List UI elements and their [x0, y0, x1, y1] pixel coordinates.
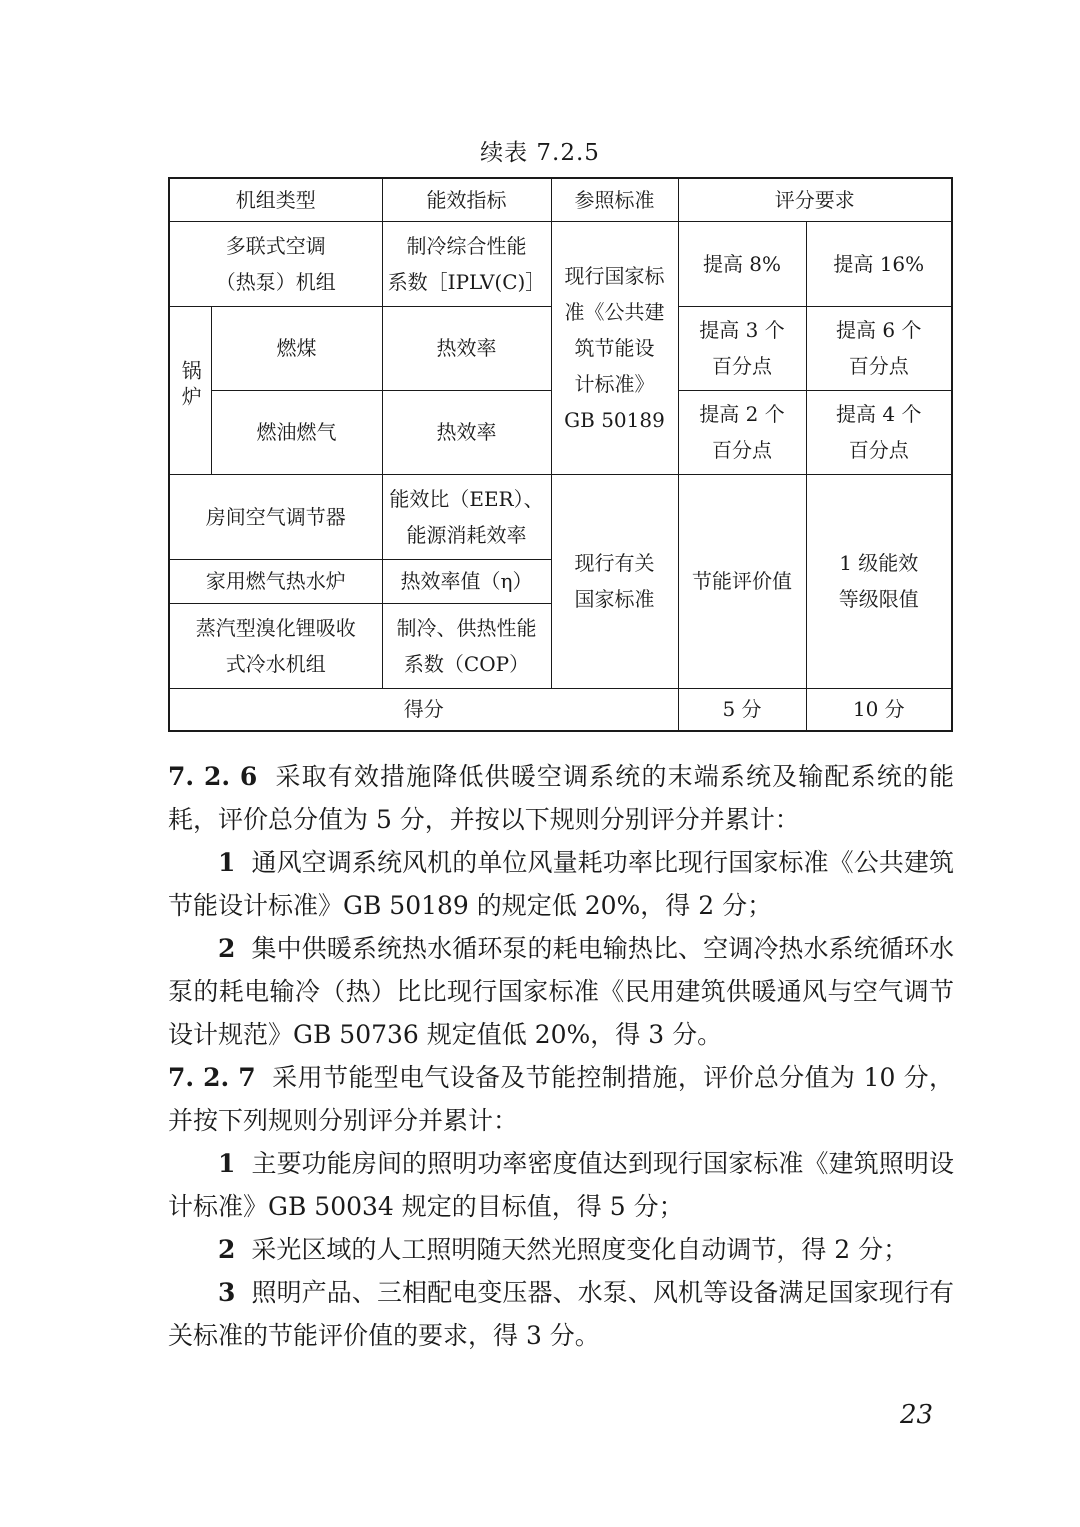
cell-multi-split-index — [382, 221, 551, 306]
clause-number: 7. 2. 7 — [168, 1063, 256, 1092]
table-score-row — [169, 688, 952, 731]
cell-multi-split-req2: 提高 16% — [806, 221, 952, 306]
item-text: 主要功能房间的照明功率密度值达到现行国家标准《建筑照明设计标准》GB 50034 规定的目标值，得 5 分； — [168, 1149, 954, 1221]
cell-room-ac-index — [382, 474, 551, 559]
reference-group1-line1: 现行国家标 — [564, 263, 665, 288]
header-efficiency-index: 能效指标 — [382, 178, 551, 221]
clause-number: 7. 2. 6 — [168, 762, 258, 791]
coal-req1-line1: 提高 3 个 — [699, 318, 785, 342]
cell-reference-group2 — [551, 474, 678, 688]
item-7-2-7-1 — [168, 1142, 954, 1228]
clause-text: 采用节能型电气设备及节能控制措施，评价总分值为 10 分，并按下列规则分别评分并累计： — [168, 1063, 954, 1135]
multi-split-index-line2: 系数［IPLV(C)］ — [387, 269, 546, 294]
cell-score-1: 5 分 — [678, 688, 806, 731]
clause-7-2-7 — [168, 1056, 954, 1142]
item-number: 1 — [218, 848, 236, 877]
room-ac-index-line2: 能源消耗效率 — [406, 522, 527, 547]
room-ac-index-line1: 能效比（EER）、 — [389, 486, 544, 511]
page-number: 23 — [900, 1400, 934, 1430]
header-reference-standard: 参照标准 — [551, 178, 678, 221]
cell-gas-heater-index: 热效率值（η） — [382, 559, 551, 603]
cell-room-ac-name: 房间空气调节器 — [169, 474, 382, 559]
item-7-2-7-2 — [168, 1228, 954, 1271]
body-text — [168, 755, 954, 1357]
oil-gas-req1-line2: 百分点 — [712, 438, 772, 462]
req-group2-2-line2: 等级限值 — [838, 587, 919, 611]
header-unit-type: 机组类型 — [169, 178, 382, 221]
cell-oil-gas-index: 热效率 — [382, 390, 551, 474]
cell-lithium-bromide-name — [169, 603, 382, 688]
table-row — [169, 221, 952, 306]
cell-multi-split-name — [169, 221, 382, 306]
oil-gas-req1-line1: 提高 2 个 — [699, 402, 785, 426]
reference-group2-line1: 现行有关 — [574, 551, 655, 575]
cell-oil-gas-req2 — [806, 390, 952, 474]
cell-multi-split-req1: 提高 8% — [678, 221, 806, 306]
cell-score-label: 得分 — [169, 688, 678, 731]
cell-coal-index: 热效率 — [382, 306, 551, 390]
reference-group1-line2: 准《公共建 — [564, 299, 665, 324]
lithium-bromide-name-line1: 蒸汽型溴化锂吸收 — [195, 615, 356, 640]
boiler-label-text: 锅炉 — [178, 360, 203, 412]
cell-oil-gas-name: 燃油燃气 — [211, 390, 382, 474]
item-text: 照明产品、三相配电变压器、水泵、风机等设备满足国家现行有关标准的节能评价值的要求，得 3 分。 — [168, 1278, 954, 1350]
item-number: 1 — [218, 1149, 236, 1178]
item-text: 集中供暖系统热水循环泵的耗电输热比、空调冷热水系统循环水泵的耗电输冷（热）比比现行国家标准《民用建筑供暖通风与空气调节设计规范》GB 50736 规定值低 20%，得 3 分。 — [168, 934, 954, 1049]
multi-split-index-line1: 制冷综合性能 — [406, 233, 527, 258]
efficiency-table — [168, 177, 953, 732]
cell-gas-heater-name: 家用燃气热水炉 — [169, 559, 382, 603]
cell-lithium-bromide-index — [382, 603, 551, 688]
cell-req-group2-1: 节能评价值 — [678, 474, 806, 688]
header-scoring-requirement: 评分要求 — [678, 178, 952, 221]
oil-gas-req2-line1: 提高 4 个 — [836, 402, 922, 426]
item-number: 3 — [218, 1278, 236, 1307]
item-7-2-6-1 — [168, 841, 954, 927]
reference-group1-line3: 筑节能设 — [574, 335, 655, 360]
coal-req1-line2: 百分点 — [712, 354, 772, 378]
item-text: 通风空调系统风机的单位风量耗功率比现行国家标准《公共建筑节能设计标准》GB 50189 的规定低 20%，得 2 分； — [168, 848, 954, 920]
lithium-bromide-index-line1: 制冷、供热性能 — [396, 615, 537, 640]
reference-group2-line2: 国家标准 — [574, 587, 655, 611]
item-number: 2 — [218, 1235, 236, 1264]
cell-score-2: 10 分 — [806, 688, 952, 731]
reference-group1-line4: 计标准》 — [574, 371, 655, 396]
coal-req2-line1: 提高 6 个 — [836, 318, 922, 342]
cell-reference-group1 — [551, 221, 678, 474]
table-row — [169, 474, 952, 559]
cell-req-group2-2 — [806, 474, 952, 688]
item-7-2-6-2 — [168, 927, 954, 1056]
lithium-bromide-name-line2: 式冷水机组 — [225, 651, 326, 676]
coal-req2-line2: 百分点 — [848, 354, 909, 378]
clause-text: 采取有效措施降低供暖空调系统的末端系统及输配系统的能耗，评价总分值为 5 分，并按以下规则分别评分并累计： — [168, 762, 954, 834]
multi-split-name-line2: （热泵）机组 — [215, 269, 336, 294]
cell-coal-name: 燃煤 — [211, 306, 382, 390]
req-group2-2-line1: 1 级能效 — [839, 551, 919, 575]
cell-coal-req1 — [678, 306, 806, 390]
cell-boiler-label — [169, 306, 211, 474]
cell-coal-req2 — [806, 306, 952, 390]
multi-split-name-line1: 多联式空调 — [225, 233, 326, 258]
item-text: 采光区域的人工照明随天然光照度变化自动调节，得 2 分； — [251, 1235, 909, 1264]
item-7-2-7-3 — [168, 1271, 954, 1357]
cell-oil-gas-req1 — [678, 390, 806, 474]
table-caption: 续表 7.2.5 — [480, 140, 600, 166]
item-number: 2 — [218, 934, 236, 963]
reference-group1-line5: GB 50189 — [564, 407, 665, 432]
table-header-row — [169, 178, 952, 221]
oil-gas-req2-line2: 百分点 — [848, 438, 909, 462]
clause-7-2-6 — [168, 755, 954, 841]
lithium-bromide-index-line2: 系数（COP） — [403, 651, 530, 676]
